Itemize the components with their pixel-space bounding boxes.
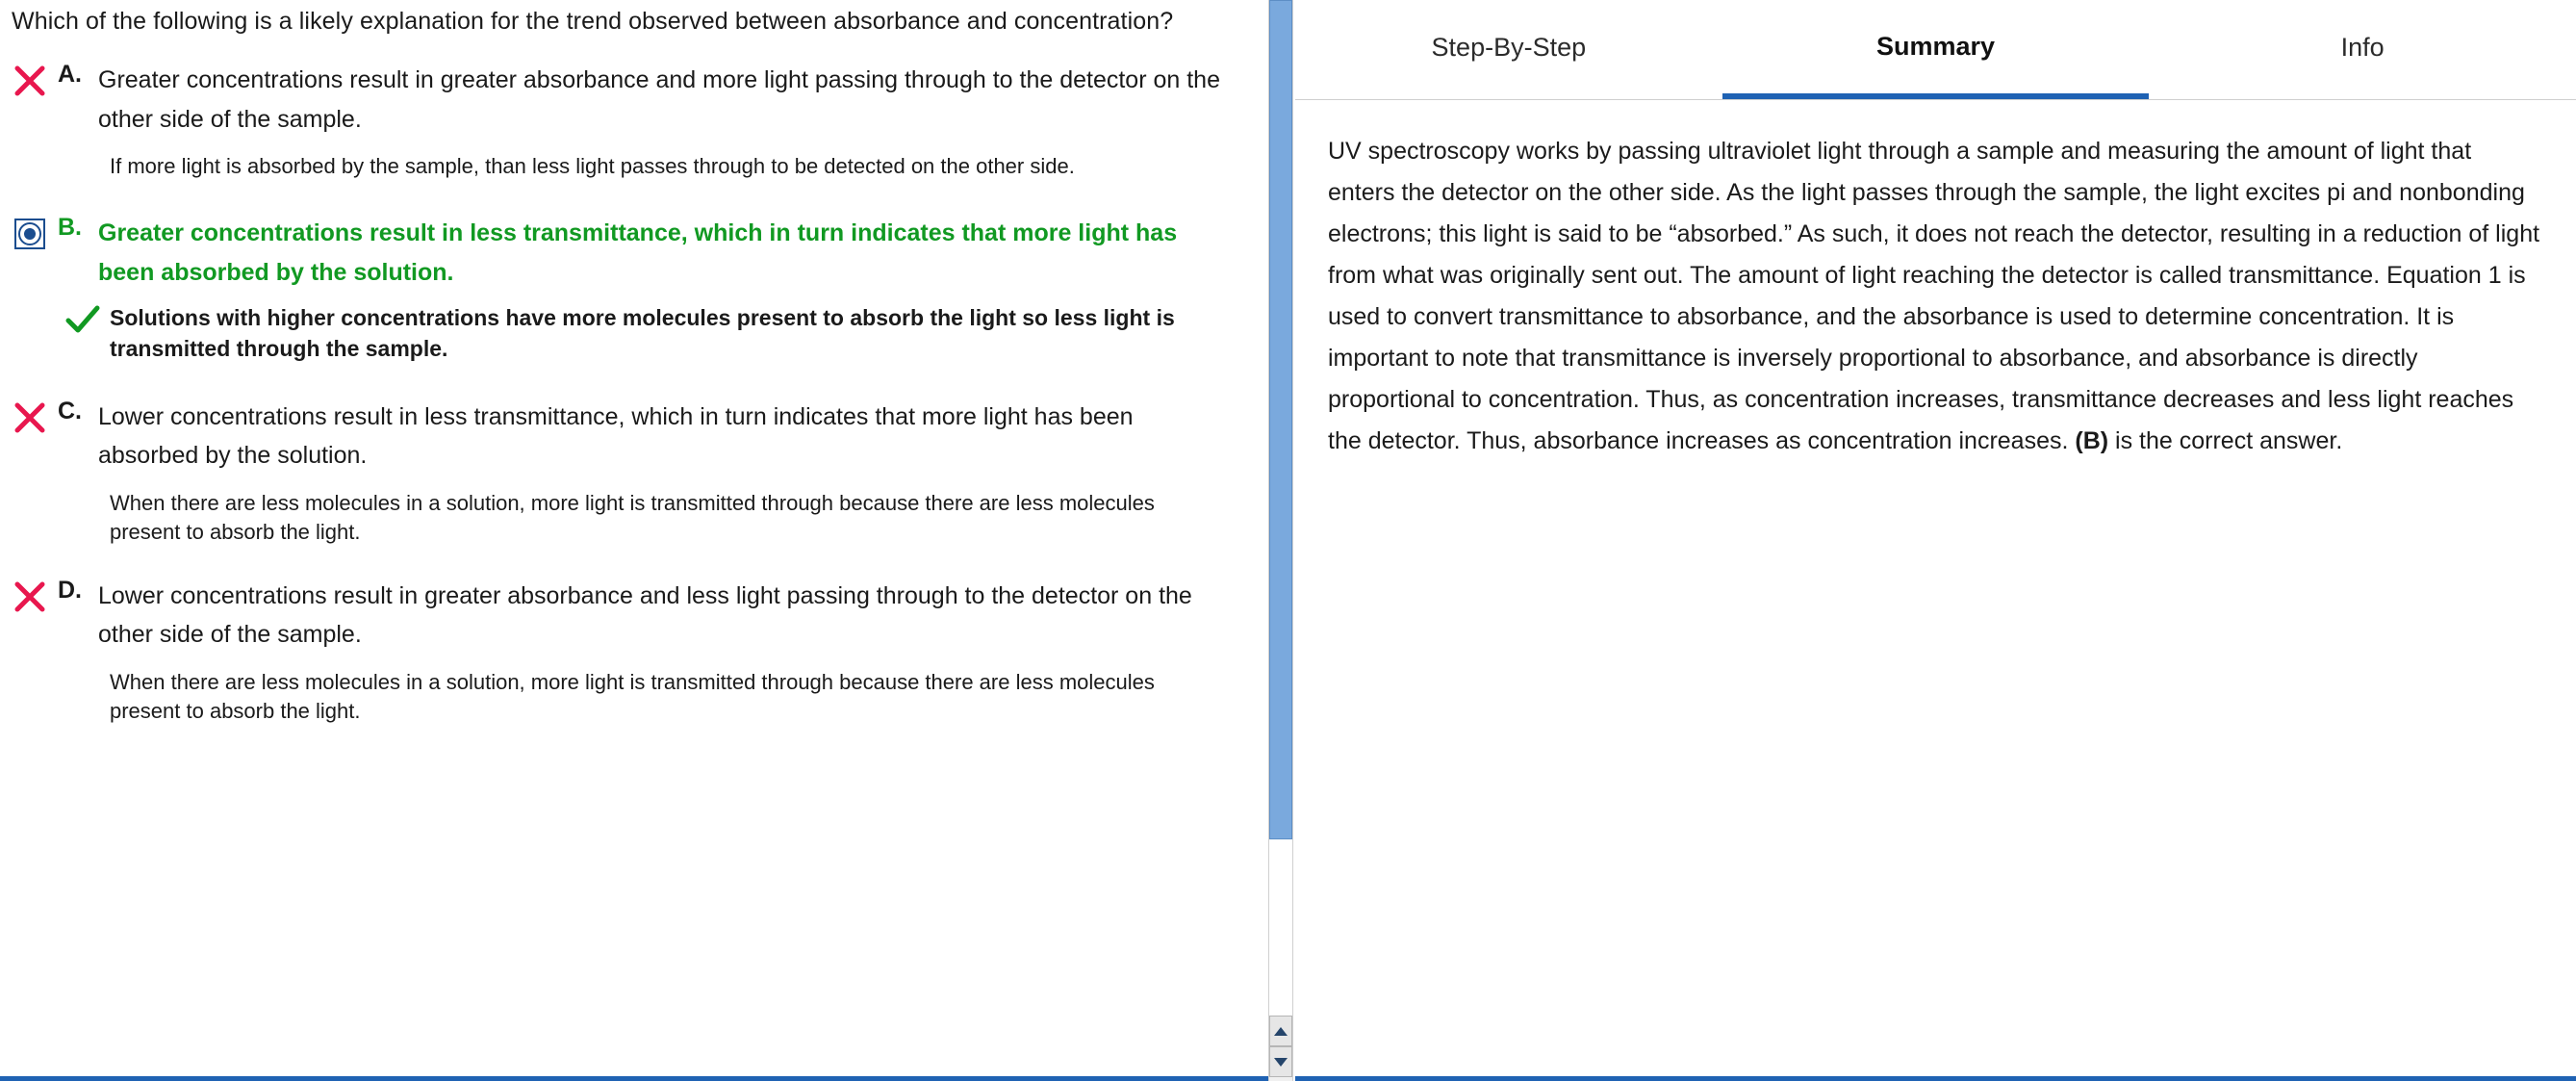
answer-choice-a-explanation	[58, 152, 1249, 181]
left-panel-bottom-rule	[0, 1076, 1268, 1081]
answer-choice-a-body	[58, 61, 1249, 181]
answer-choice-b-explanation	[58, 303, 1249, 364]
answer-choice-list	[0, 61, 1268, 726]
answer-choice-b-text: Greater concentrations result in less transmittance, which in turn indicates that more light has been absorbed by the solution.	[98, 219, 1178, 286]
answer-choice-c-body	[58, 398, 1249, 548]
answer-choice-c-text: Lower concentrations result in less transmittance, which in turn indicates that more light has been absorbed by the solution.	[98, 402, 1134, 470]
answer-choice-a[interactable]	[0, 61, 1268, 181]
tab-info[interactable]: Info	[2340, 33, 2385, 62]
answer-choice-c[interactable]	[0, 398, 1268, 548]
summary-text	[1295, 100, 2576, 462]
summary-text-part2: is the correct answer.	[2108, 427, 2343, 454]
x-icon	[13, 577, 58, 613]
x-icon	[13, 398, 58, 434]
answer-choice-d-text: Lower concentrations result in greater absorbance and less light passing through to the detector on the other side of the sample.	[98, 581, 1192, 649]
answer-choice-a-letter: A.	[58, 61, 82, 88]
check-icon	[65, 303, 110, 341]
answer-choice-c-explanation	[58, 489, 1249, 548]
scroll-up-arrow-icon[interactable]	[1269, 1016, 1292, 1046]
scrollbar-thumb[interactable]	[1269, 0, 1292, 839]
answer-choice-b-letter: B.	[58, 214, 82, 242]
summary-answer-label: (B)	[2075, 427, 2109, 454]
right-panel-bottom-rule	[1295, 1075, 2576, 1081]
scrollbar-track[interactable]	[1269, 839, 1292, 1016]
answer-choice-d-explanation	[58, 668, 1249, 727]
answer-choice-c-explanation-text: When there are less molecules in a solution, more light is transmitted through because there are less molecules present to absorb the light.	[110, 490, 1155, 545]
tab-step-by-step[interactable]: Step-By-Step	[1431, 33, 1587, 62]
answer-choice-a-text: Greater concentrations result in greater absorbance and more light passing through to the detector on the other side of the sample.	[98, 66, 1220, 133]
answer-choice-b-explanation-text: Solutions with higher concentrations have more molecules present to absorb the light so less light is transmitted through the sample.	[110, 305, 1175, 362]
question-stem: Which of the following is a likely explanation for the trend observed between absorbance and concentration?	[12, 8, 1174, 35]
scroll-down-arrow-icon[interactable]	[1269, 1046, 1292, 1077]
x-icon	[13, 61, 58, 97]
answer-choice-c-letter: C.	[58, 397, 82, 425]
answer-choice-d-letter: D.	[58, 576, 82, 604]
answer-choice-d-explanation-text: When there are less molecules in a solution, more light is transmitted through because there are less molecules present to absorb the light.	[110, 669, 1155, 723]
answer-choice-d-body	[58, 577, 1249, 727]
answer-choice-a-explanation-text: If more light is absorbed by the sample, than less light passes through to be detected on the other side.	[110, 154, 1075, 178]
selected-radio-icon[interactable]	[13, 214, 58, 250]
explanation-panel	[1295, 0, 2576, 1081]
tab-summary[interactable]: Summary	[1722, 0, 2150, 99]
answer-choice-b-body	[58, 214, 1249, 364]
summary-text-part1: UV spectroscopy works by passing ultraviolet light through a sample and measuring the amount of light that enters the detector on the other side. As the light passes through the sample, the light excites pi and nonbonding electrons; this light is said to be “absorbed.” As such, it does not reach the detector, resulting in a reduction of light from what was originally sent out. The amount of light reaching the detector is called transmittance. Equation 1 is used to convert transmittance to absorbance, and the absorbance is used to determine concentration. It is important to note that transmittance is inversely proportional to absorbance, and absorbance is directly proportional to concentration. Thus, as concentration increases, transmittance decreases and less light reaches the detector. Thus, absorbance increases as concentration increases.	[1328, 138, 2540, 454]
question-panel	[0, 0, 1268, 1081]
answer-choice-d[interactable]	[0, 577, 1268, 727]
vertical-scrollbar[interactable]	[1268, 0, 1293, 1081]
answer-choice-b[interactable]	[0, 214, 1268, 364]
tab-bar	[1295, 0, 2576, 100]
